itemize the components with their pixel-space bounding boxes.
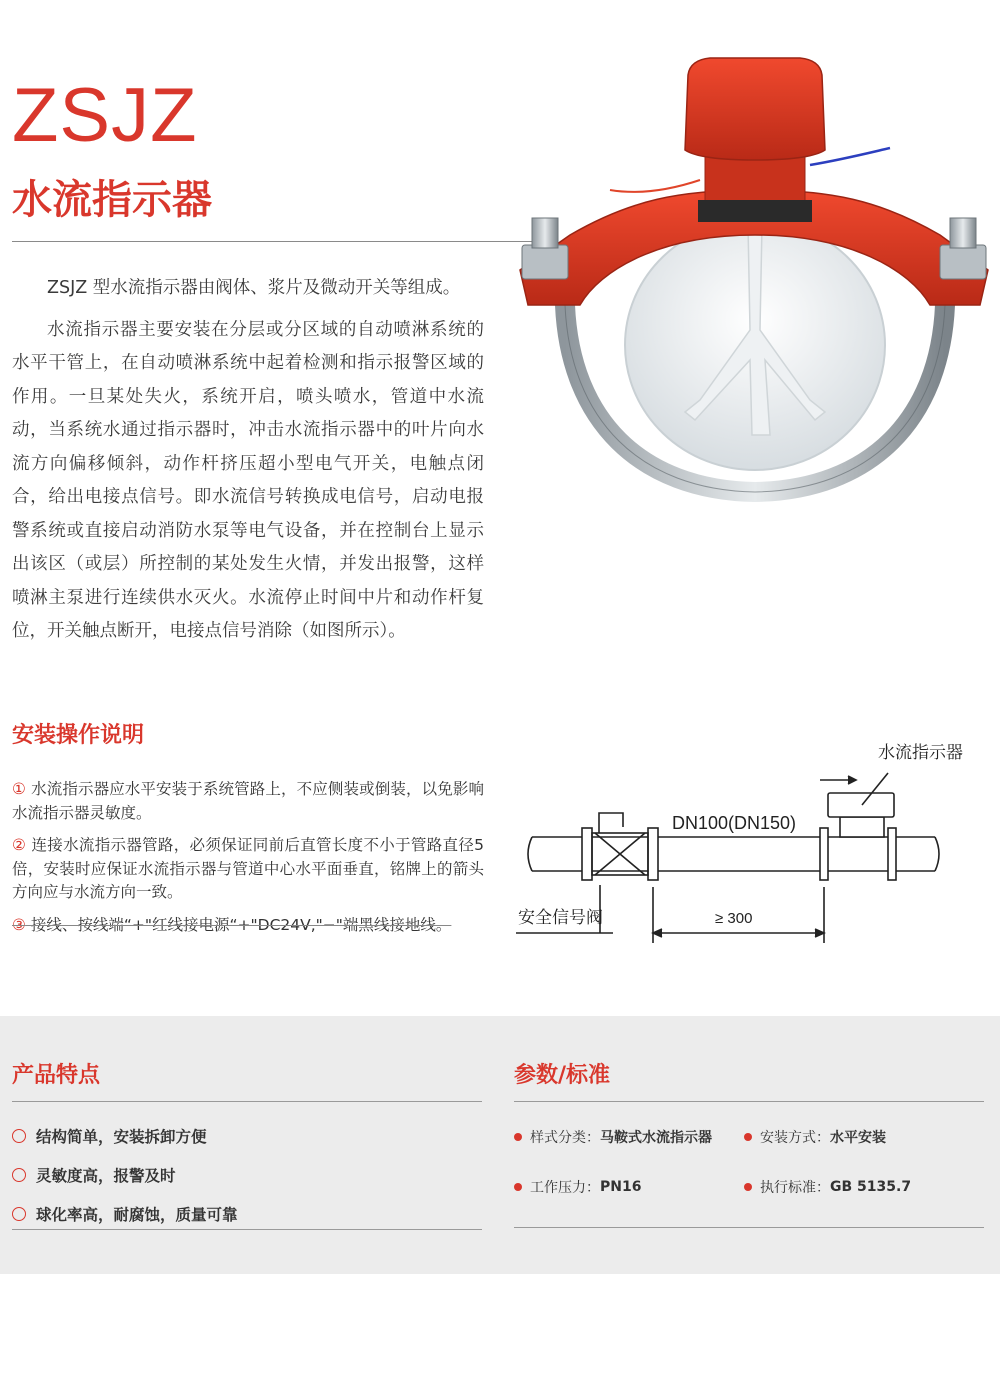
install-item-text: 连接水流指示器管路，必须保证同前后直管长度不小于管路直径5倍，安装时应保证水流指示器与管道中心水平面垂直，铭牌上的箭头方向应与水流方向一致。 — [12, 836, 484, 901]
features-divider — [12, 1101, 482, 1102]
spec-item — [744, 1112, 984, 1162]
features-title: 产品特点 — [12, 1063, 101, 1088]
spec-label: 安装方式： — [760, 1130, 830, 1146]
install-item-number: ③ — [12, 915, 26, 934]
product-photo — [510, 40, 1000, 520]
circle-bullet-icon — [12, 1207, 26, 1221]
title-divider — [12, 241, 552, 242]
install-item — [12, 778, 484, 825]
specs-grid — [514, 1112, 984, 1212]
install-item-number: ① — [12, 780, 27, 798]
intro-paragraph-1: ZSJZ 型水流指示器由阀体、浆片及微动开关等组成。 — [47, 278, 461, 298]
spec-label: 工作压力： — [530, 1180, 600, 1196]
spec-value: GB 5135.7 — [830, 1179, 912, 1195]
install-item — [12, 834, 484, 905]
diagram-distance-label: ≥ 300 — [715, 910, 753, 927]
diagram-valve-label: 安全信号阀 — [518, 908, 603, 928]
spec-item — [744, 1162, 984, 1212]
diagram-indicator-label: 水流指示器 — [878, 743, 963, 763]
product-name: 水流指示器 — [12, 177, 212, 223]
spec-value: PN16 — [600, 1179, 642, 1195]
intro-paragraph-2: 水流指示器主要安装在分层或分区域的自动喷淋系统的水平干管上，在自动喷淋系统中起着检测和指示报警区域的作用。一旦某处失火，系统开启，喷头喷水，管道中水流动，当系统水通过指示器时，冲击水流指示器中的叶片向水流方向偏移倾斜，动作杆挤压超小型电气开关，电触点闭合，给出电接点信号。即水流信号转换成电信号，启动电报警系统或直接启动消防水泵等电气设备，并在控制台上显示出该区（或层）所控制的某处发生火情，并发出报警，这样喷淋主泵进行连续供水灭火。水流停止时间中片和动作杆复位，开关触点断开，电接点信号消除（如图所示）。 — [12, 319, 484, 641]
dot-bullet-icon — [744, 1133, 752, 1141]
install-item-number: ② — [12, 836, 27, 854]
spec-item — [514, 1162, 744, 1212]
feature-text: 结构简单，安装拆卸方便 — [36, 1127, 207, 1146]
installation-diagram — [510, 725, 1000, 965]
spec-value: 马鞍式水流指示器 — [600, 1130, 712, 1146]
diagram-pipe-label: DN100(DN150) — [672, 813, 797, 833]
features-list — [12, 1116, 482, 1233]
product-model: ZSJZ — [12, 73, 198, 158]
features-bottom-divider — [12, 1229, 482, 1230]
install-list — [12, 778, 484, 946]
install-section-title: 安装操作说明 — [12, 723, 145, 748]
feature-item — [12, 1194, 482, 1233]
feature-text: 灵敏度高，报警及时 — [36, 1166, 176, 1185]
install-item — [12, 914, 484, 938]
feature-item — [12, 1155, 482, 1194]
dot-bullet-icon — [514, 1133, 522, 1141]
dot-bullet-icon — [744, 1183, 752, 1191]
specs-title: 参数/标准 — [514, 1063, 611, 1088]
feature-text: 球化率高，耐腐蚀，质量可靠 — [36, 1205, 238, 1224]
intro-text — [12, 272, 484, 649]
dot-bullet-icon — [514, 1183, 522, 1191]
circle-bullet-icon — [12, 1168, 26, 1182]
install-item-text: 接线、按线端“+"红线接电源“+"DC24V,"−"端黑线接地线。 — [25, 915, 452, 934]
spec-item — [514, 1112, 744, 1162]
feature-item — [12, 1116, 482, 1155]
spec-value: 水平安装 — [830, 1130, 886, 1146]
circle-bullet-icon — [12, 1129, 26, 1143]
specs-divider — [514, 1101, 984, 1102]
specs-bottom-divider — [514, 1227, 984, 1228]
spec-label: 执行标准： — [760, 1180, 830, 1196]
install-item-text: 水流指示器应水平安装于系统管路上，不应侧装或倒装，以免影响水流指示器灵敏度。 — [12, 780, 484, 822]
spec-label: 样式分类： — [530, 1130, 600, 1146]
